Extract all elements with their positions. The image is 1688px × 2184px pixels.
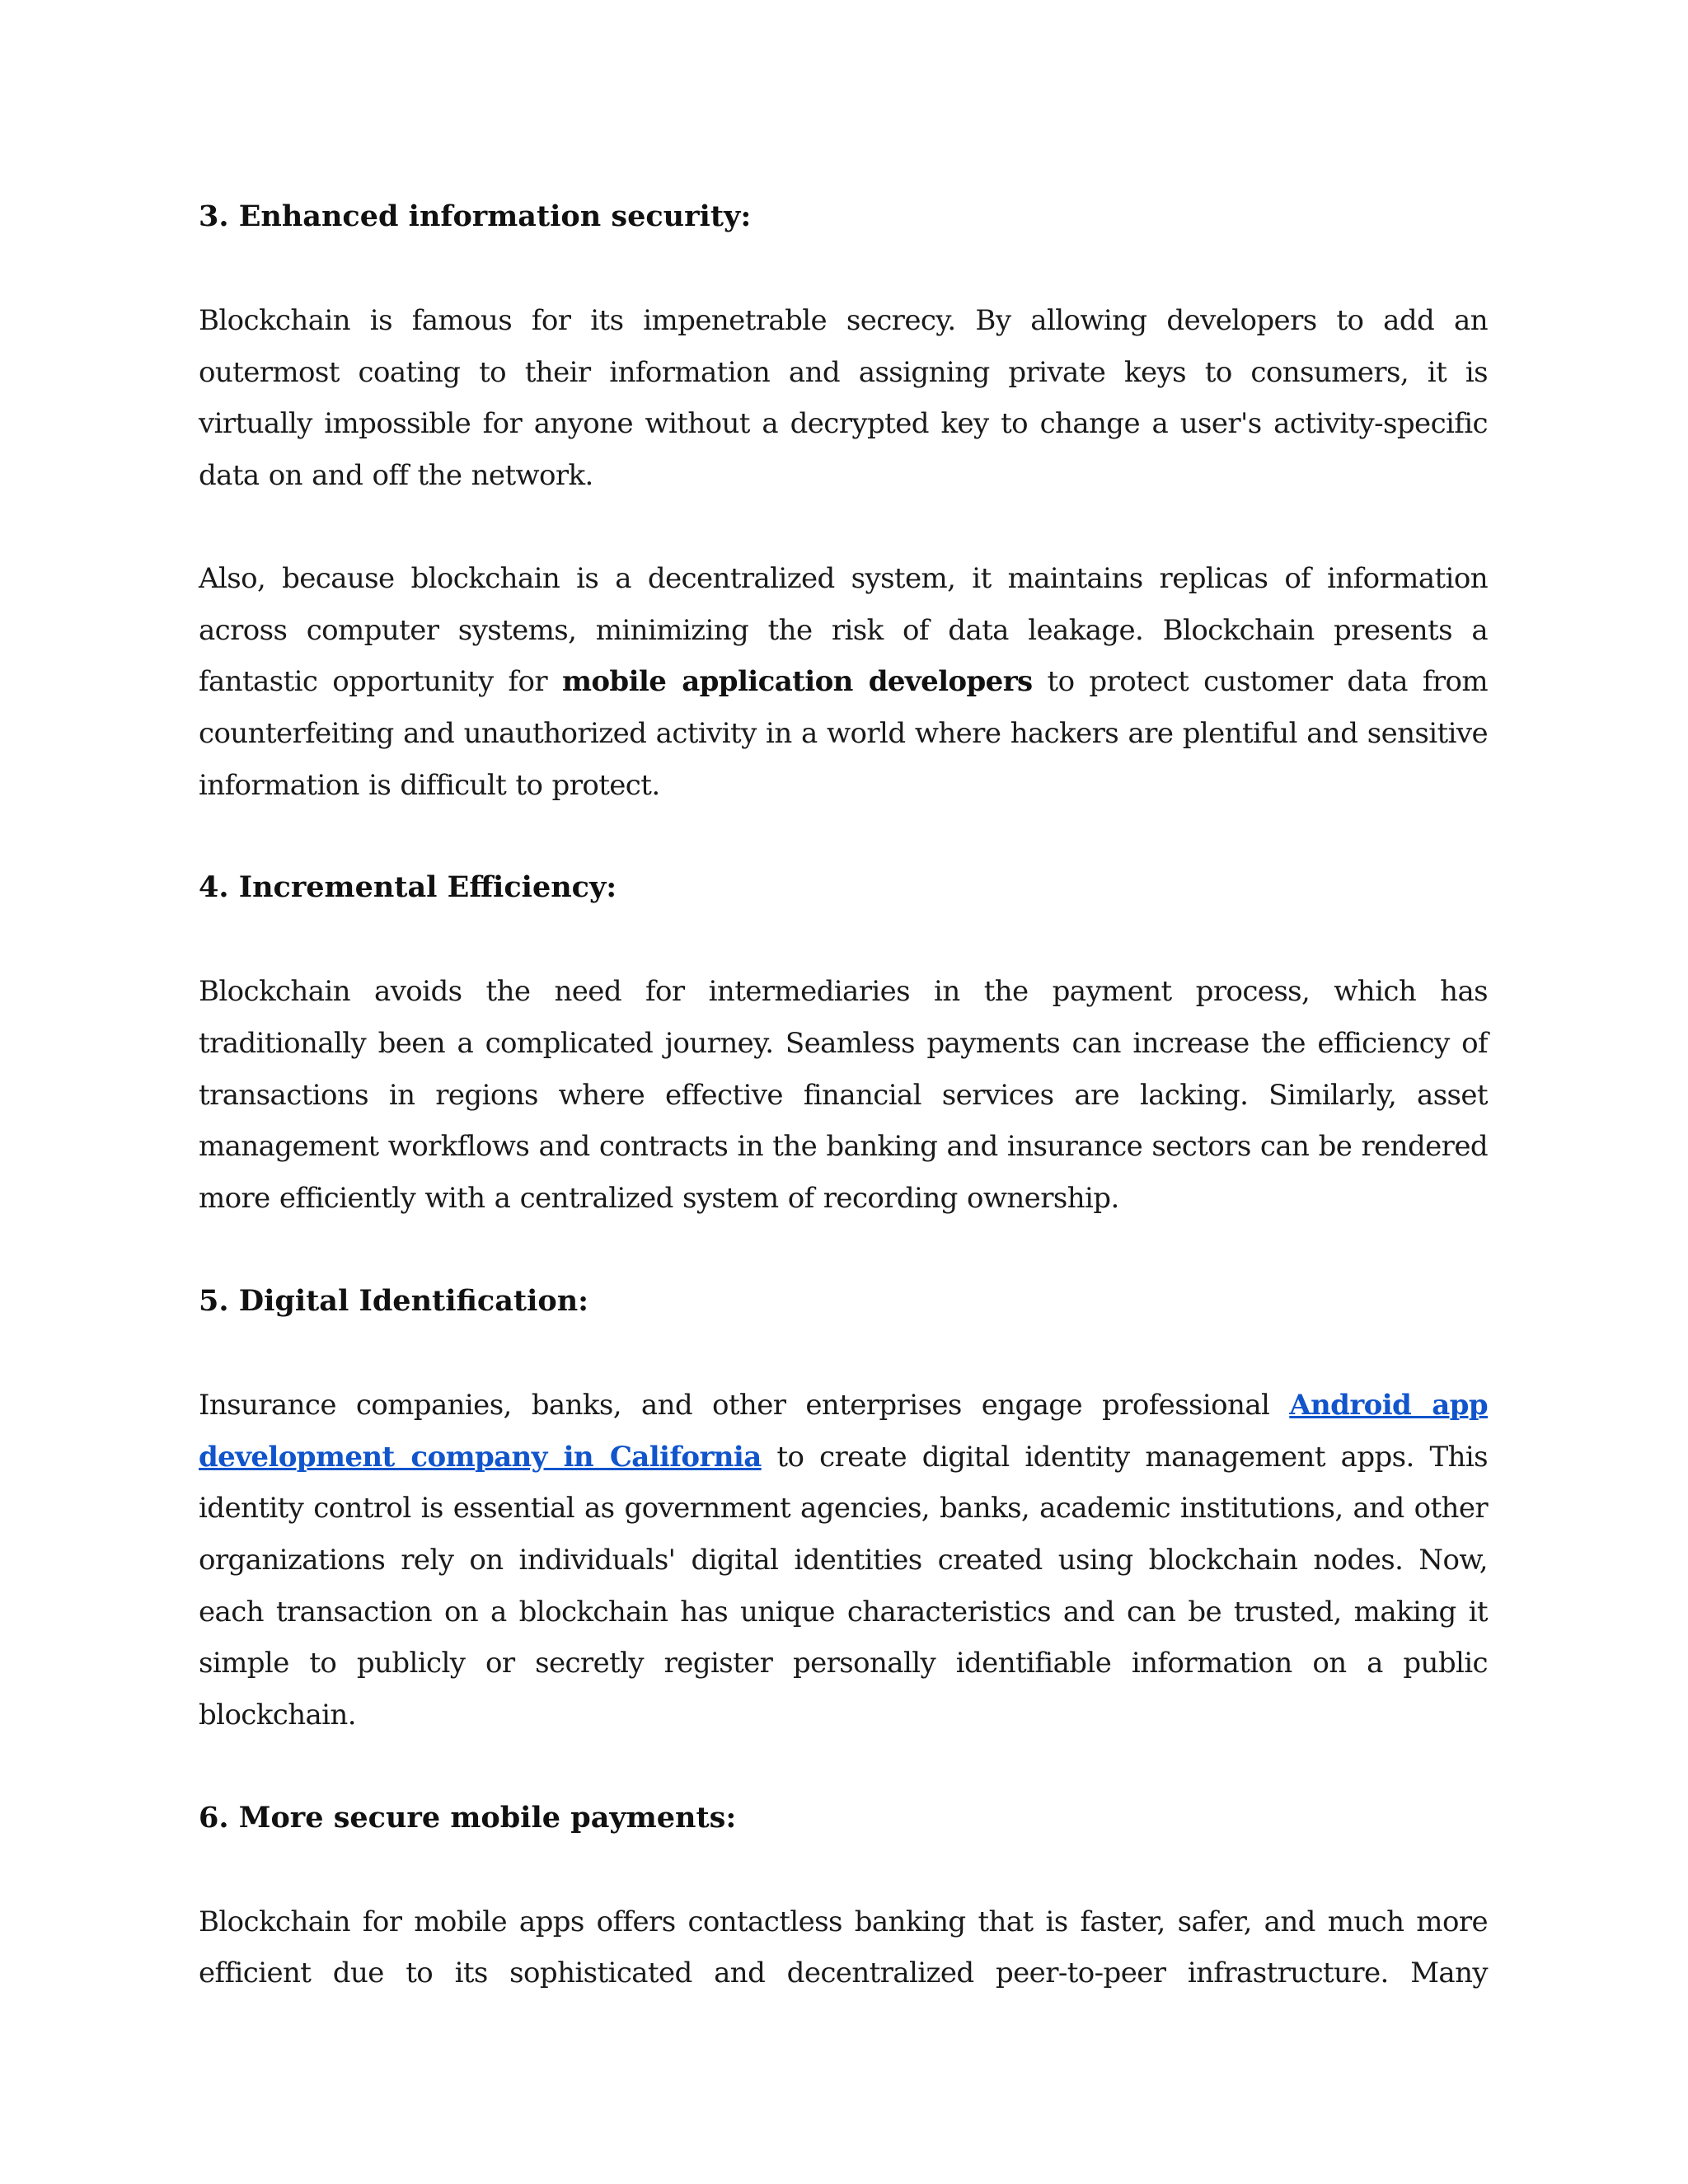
paragraph-mobile-payments: Blockchain for mobile apps offers contactless banking that is faster, safer, and much more efficient due to its sophisticated and decentralized peer-to-peer infrastructure. Many	[199, 1905, 1488, 1990]
paragraph-text: Also, because blockchain is a decentralized system, it maintains replicas of information across computer systems, minimizing the risk of data leakage. Blockchain presents a fantastic opportunity for	[199, 561, 1488, 699]
document-body	[199, 191, 1488, 1999]
paragraph-security-decentralized	[199, 553, 1488, 812]
section-heading-security: 3. Enhanced information security:	[199, 199, 752, 233]
paragraph-digital-id	[199, 1380, 1488, 1741]
android-app-development-link[interactable]: Android app development company in California	[199, 1388, 1488, 1474]
paragraph-efficiency: Blockchain avoids the need for intermediaries in the payment process, which has traditionally been a complicated journey. Seamless payments can increase the efficiency of transactions in regions where effective financial services are lacking. Similarly, asset management workflows and contracts in the banking and insurance sectors can be rendered more efficiently with a centralized system of recording ownership.	[199, 975, 1488, 1216]
section-heading-digital-id: 5. Digital Identification:	[199, 1283, 589, 1318]
paragraph-text: to protect customer data from counterfeiting and unauthorized activity in a world where hackers are plentiful and sensitive information is difficult to protect.	[199, 665, 1488, 802]
bold-phrase-mobile-developers: mobile application developers	[561, 665, 1033, 699]
paragraph-text: to create digital identity management apps. This identity control is essential as government agencies, banks, academic institutions, and other organizations rely on individuals' digital identities created using blockchain nodes. Now, each transaction on a blockchain has unique characteristics and can be trusted, making it simple to publicly or secretly register personally identifiable information on a public blockchain.	[199, 1440, 1488, 1732]
section-heading-mobile-payments: 6. More secure mobile payments:	[199, 1800, 737, 1835]
paragraph-text: Insurance companies, banks, and other enterprises engage professional	[199, 1388, 1290, 1422]
paragraph-security-intro: Blockchain is famous for its impenetrable secrecy. By allowing developers to add an outermost coating to their information and assigning private keys to consumers, it is virtually impossible for anyone without a decrypted key to change a user's activity-specific data on and off the network.	[199, 304, 1488, 493]
section-heading-efficiency: 4. Incremental Efficiency:	[199, 870, 617, 905]
